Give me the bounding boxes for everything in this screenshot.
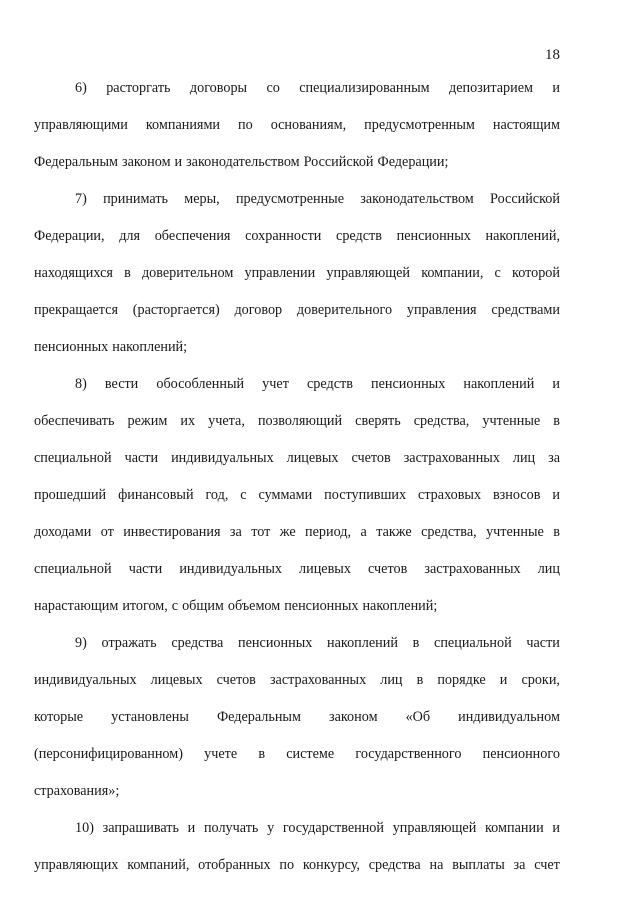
word: лицевых xyxy=(299,561,351,577)
word: в xyxy=(412,635,420,651)
word: доходами xyxy=(34,524,92,540)
word: средств xyxy=(307,376,353,392)
word: установлены xyxy=(111,709,189,725)
word: у xyxy=(267,820,275,836)
word: за xyxy=(548,450,560,466)
word: законом xyxy=(328,709,378,725)
word: объемом xyxy=(227,598,281,614)
word: учтенные xyxy=(486,524,544,540)
word: средства xyxy=(368,857,421,873)
word: для xyxy=(119,228,141,244)
word: инвестирования xyxy=(123,524,221,540)
word: управляющих xyxy=(34,857,119,873)
word: в xyxy=(258,746,266,762)
word: застрахованных xyxy=(403,450,500,466)
word: выплаты xyxy=(452,857,505,873)
word: средства, xyxy=(413,413,470,429)
word: Федеральным xyxy=(216,709,301,725)
word: в xyxy=(553,524,560,540)
word: законодательством xyxy=(186,154,300,170)
word: нарастающим xyxy=(34,598,119,614)
word: обособленный xyxy=(156,376,245,392)
word: расторгать xyxy=(106,80,171,96)
word: лицевых xyxy=(286,450,339,466)
word: застрахованных xyxy=(269,672,367,688)
paragraph xyxy=(34,375,560,634)
word: Федерации; xyxy=(377,154,449,170)
word: которой xyxy=(512,265,560,281)
word: поступивших xyxy=(324,487,407,503)
word: а xyxy=(360,524,367,540)
word: 10) xyxy=(75,820,94,836)
word: лицевых xyxy=(150,672,203,688)
word: средствами xyxy=(491,302,560,318)
word: находящихся xyxy=(34,265,113,281)
text-line xyxy=(34,264,560,301)
word: также xyxy=(376,524,412,540)
word: пенсионных xyxy=(238,635,313,651)
word: страховых xyxy=(418,487,482,503)
word: суммами xyxy=(258,487,313,503)
word: пенсионных xyxy=(34,339,109,355)
word: счетов xyxy=(216,672,256,688)
word: Федеральным xyxy=(34,154,119,170)
word: сохранности xyxy=(245,228,322,244)
word: тот xyxy=(251,524,271,540)
word: специальной xyxy=(34,561,112,577)
word: настоящим xyxy=(492,117,560,133)
word: средств xyxy=(336,228,382,244)
word: «Об xyxy=(405,709,431,725)
word: счетов xyxy=(368,561,408,577)
word: учтенные xyxy=(482,413,541,429)
word: на xyxy=(429,857,444,873)
word: режим xyxy=(127,413,168,429)
word: специальной xyxy=(434,635,512,651)
word: пенсионных xyxy=(284,598,359,614)
word: же xyxy=(279,524,296,540)
word: управляющими xyxy=(34,117,128,133)
word: индивидуальных xyxy=(34,672,137,688)
word: и xyxy=(174,154,183,170)
document-body xyxy=(34,79,560,893)
word: части xyxy=(128,561,163,577)
word: накоплений; xyxy=(362,598,438,614)
word: законом xyxy=(121,154,171,170)
text-line xyxy=(34,634,560,671)
word: 6) xyxy=(75,80,87,96)
word: пенсионного xyxy=(482,746,560,762)
word: и xyxy=(552,376,560,392)
text-line xyxy=(34,190,560,227)
word: сроки, xyxy=(521,672,560,688)
word: 9) xyxy=(75,635,87,651)
word: средства xyxy=(171,635,224,651)
word: обеспечения xyxy=(154,228,231,244)
word: средства, xyxy=(421,524,477,540)
word: в xyxy=(553,413,560,429)
word: принимать xyxy=(103,191,169,207)
word: с xyxy=(494,265,501,281)
word: запрашивать xyxy=(102,820,179,836)
word: специализированным xyxy=(299,80,430,96)
word: обеспечивать xyxy=(34,413,115,429)
word: со xyxy=(266,80,280,96)
word: предусмотренным xyxy=(364,117,475,133)
word: части xyxy=(124,450,159,466)
word: счетов xyxy=(351,450,391,466)
word: индивидуальных xyxy=(179,561,282,577)
text-line xyxy=(34,301,560,338)
word: индивидуальном xyxy=(458,709,560,725)
word: управляющей xyxy=(392,820,477,836)
text-line xyxy=(34,708,560,745)
word: Федерации, xyxy=(34,228,105,244)
word: и xyxy=(552,820,560,836)
text-line xyxy=(34,486,560,523)
word: и xyxy=(499,672,508,688)
word: позволяющий xyxy=(257,413,343,429)
word: с xyxy=(171,598,179,614)
word: 7) xyxy=(75,191,87,207)
word: накоплений; xyxy=(112,339,188,355)
word: порядке xyxy=(437,672,486,688)
word: лиц xyxy=(380,672,403,688)
word: Российской xyxy=(303,154,374,170)
paragraph xyxy=(34,79,560,190)
word: компаниями xyxy=(145,117,221,133)
word: отобранных xyxy=(198,857,271,873)
word: которые xyxy=(34,709,84,725)
word: основаниям, xyxy=(270,117,347,133)
word: доверительного xyxy=(296,302,393,318)
word: страхования»; xyxy=(34,783,120,799)
word: индивидуальных xyxy=(171,450,274,466)
word: в xyxy=(124,265,131,281)
text-line xyxy=(34,856,560,893)
word: лиц xyxy=(537,561,560,577)
word: по xyxy=(279,857,295,873)
text-line xyxy=(34,671,560,708)
word: пенсионных xyxy=(396,228,471,244)
word: компаний, xyxy=(127,857,190,873)
word: договоры xyxy=(189,80,248,96)
word: (персонифицированном) xyxy=(34,746,183,762)
text-line xyxy=(34,560,560,597)
word: год, xyxy=(205,487,229,503)
word: счет xyxy=(534,857,560,873)
word: компании xyxy=(485,820,544,836)
word: учет xyxy=(262,376,289,392)
page-number: 18 xyxy=(545,47,560,63)
word: пенсионных xyxy=(371,376,446,392)
word: за xyxy=(513,857,526,873)
word: системе xyxy=(286,746,335,762)
word: депозитарием xyxy=(448,80,534,96)
word: (расторгается) xyxy=(132,302,220,318)
text-line xyxy=(34,412,560,449)
word: финансовый xyxy=(118,487,194,503)
word: период, xyxy=(305,524,352,540)
text-line xyxy=(34,819,560,856)
text-line xyxy=(34,116,560,153)
word: специальной xyxy=(34,450,112,466)
word: в xyxy=(416,672,424,688)
word: доверительном xyxy=(141,265,234,281)
word: управлении xyxy=(244,265,316,281)
word: законодательством xyxy=(360,191,474,207)
word: взносов xyxy=(492,487,541,503)
word: сверять xyxy=(355,413,401,429)
word: за xyxy=(229,524,242,540)
word: прошедший xyxy=(34,487,107,503)
word: прекращается xyxy=(34,302,118,318)
paragraph xyxy=(34,634,560,819)
word: учета, xyxy=(208,413,245,429)
word: и xyxy=(552,487,560,503)
text-line xyxy=(34,227,560,264)
word: Российской xyxy=(490,191,560,207)
word: общим xyxy=(182,598,224,614)
word: итогом, xyxy=(122,598,168,614)
word: государственной xyxy=(282,820,384,836)
word: по xyxy=(238,117,253,133)
word: управляющей xyxy=(326,265,411,281)
text-line xyxy=(34,153,560,190)
word: конкурсу, xyxy=(302,857,360,873)
text-line xyxy=(34,449,560,486)
text-line xyxy=(34,79,560,116)
text-line xyxy=(34,338,560,375)
paragraph xyxy=(34,190,560,375)
word: государственного xyxy=(355,746,462,762)
word: лиц xyxy=(512,450,536,466)
word: меры, xyxy=(184,191,220,207)
word: их xyxy=(180,413,196,429)
word: части xyxy=(526,635,560,651)
word: вести xyxy=(104,376,139,392)
word: накоплений xyxy=(327,635,398,651)
word: накоплений xyxy=(463,376,535,392)
word: с xyxy=(240,487,247,503)
word: накоплений, xyxy=(485,228,560,244)
word: получать xyxy=(203,820,259,836)
word: отражать xyxy=(101,635,157,651)
paragraph xyxy=(34,819,560,893)
text-line xyxy=(34,745,560,782)
word: управления xyxy=(406,302,477,318)
word: учете xyxy=(204,746,238,762)
word: застрахованных xyxy=(424,561,521,577)
text-line xyxy=(34,375,560,412)
word: компании, xyxy=(421,265,484,281)
word: 8) xyxy=(75,376,87,392)
text-line xyxy=(34,523,560,560)
word: от xyxy=(100,524,114,540)
word: предусмотренные xyxy=(235,191,345,207)
text-line xyxy=(34,782,560,819)
word: и xyxy=(552,80,560,96)
text-line xyxy=(34,597,560,634)
word: договор xyxy=(234,302,283,318)
word: и xyxy=(187,820,196,836)
